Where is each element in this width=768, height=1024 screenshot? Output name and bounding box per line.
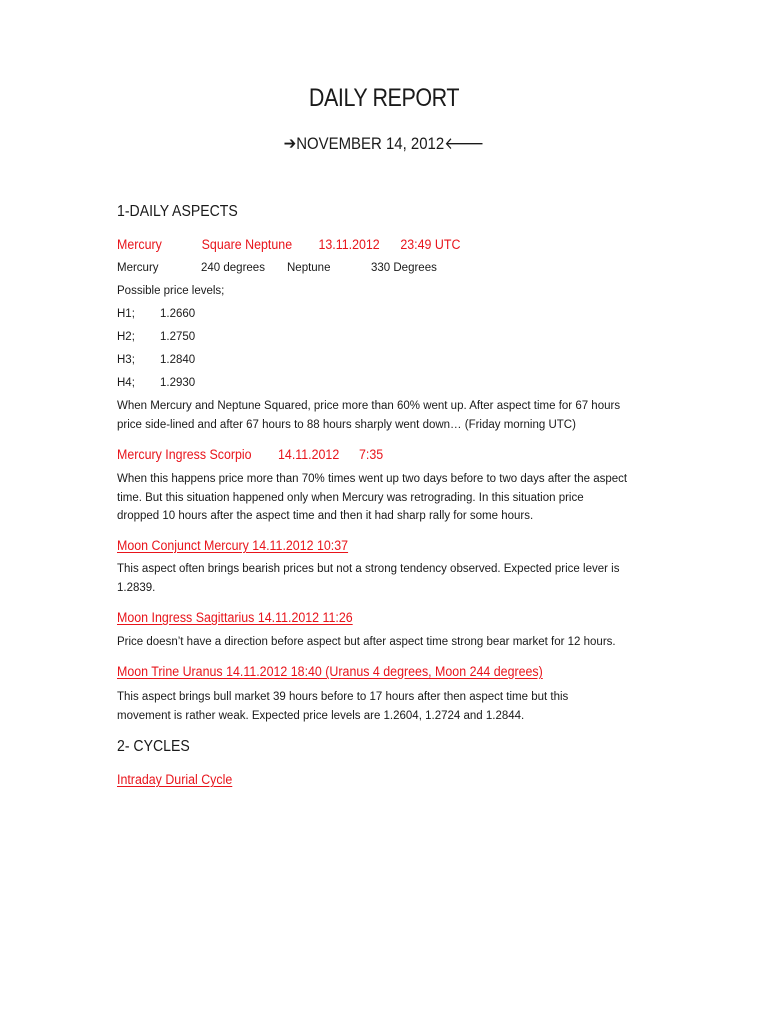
- aspect-title-mercury-square-neptune: [117, 237, 460, 252]
- page-title: DAILY REPORT: [308, 84, 460, 112]
- price-level-key: H3;: [117, 354, 135, 366]
- price-level-value: 1.2750: [160, 331, 196, 343]
- report-date-text: NOVEMBER 14, 2012: [296, 134, 445, 153]
- price-level-value: 1.2660: [160, 308, 196, 320]
- aspect-description: [117, 560, 657, 597]
- aspect-date: 14.11.2012: [278, 447, 340, 462]
- paragraph-line: This aspect often brings bearish prices but not a strong tendency observed. Expected price lever is: [117, 563, 620, 575]
- paragraph-line: When this happens price more than 70% times went up two days before to two days after the aspect: [117, 473, 628, 485]
- price-level-key: H1;: [117, 308, 135, 320]
- paragraph-line: dropped 10 hours after the aspect time and then it had sharp rally for some hours.: [117, 510, 534, 522]
- section-heading-aspects: 1-DAILY ASPECTS: [117, 203, 238, 220]
- price-level-value: 1.2840: [160, 354, 196, 366]
- paragraph-line: Price doesn’t have a direction before aspect but after aspect time strong bear market for 12 hours.: [117, 636, 616, 648]
- paragraph-line: time. But this situation happened only when Mercury was retrograding. In this situation price: [117, 491, 584, 504]
- aspect-type: Square Neptune: [201, 237, 293, 252]
- position-degree-1: 240 degrees: [201, 262, 265, 274]
- position-planet-2: Neptune: [287, 262, 331, 274]
- arrow-right-icon: ➔: [283, 134, 297, 153]
- aspect-title-moon-trine-uranus: Moon Trine Uranus 14.11.2012 18:40 (Uranus 4 degrees, Moon 244 degrees): [117, 664, 543, 679]
- report-date: [46, 134, 722, 154]
- aspect-date: 13.11.2012: [318, 237, 380, 252]
- aspect-description: [117, 470, 657, 526]
- aspect-description: [117, 397, 657, 434]
- aspect-title-moon-conjunct-mercury: Moon Conjunct Mercury 14.11.2012 10:37: [117, 538, 349, 553]
- price-level-value: 1.2930: [160, 377, 196, 389]
- price-level-key: H4;: [117, 377, 135, 389]
- planet-positions: [117, 262, 437, 274]
- aspect-time: 7:35: [358, 447, 384, 462]
- paragraph-line: This aspect brings bull market 39 hours before to 17 hours after then aspect time but this: [117, 691, 569, 703]
- cycle-link[interactable]: Intraday Durial Cycle: [117, 772, 233, 787]
- paragraph-line: When Mercury and Neptune Squared, price more than 60% went up. After aspect time for 67 hours: [117, 400, 621, 412]
- price-level-row: [117, 377, 195, 389]
- price-level-row: [117, 308, 195, 320]
- price-level-key: H2;: [117, 331, 135, 343]
- position-degree-2: 330 Degrees: [371, 262, 437, 274]
- aspect-title-moon-ingress-sagittarius: Moon Ingress Sagittarius 14.11.2012 11:26: [117, 610, 353, 625]
- position-planet-1: Mercury: [117, 262, 159, 274]
- aspect-title-mercury-ingress-scorpio: [117, 447, 383, 462]
- paragraph-line: movement is rather weak. Expected price levels are 1.2604, 1.2724 and 1.2844.: [117, 709, 525, 722]
- price-level-row: [117, 331, 195, 343]
- price-levels-label: Possible price levels;: [117, 285, 225, 297]
- aspect-time: 23:49 UTC: [400, 237, 461, 252]
- arrow-left-icon: 🡐: [444, 134, 485, 153]
- aspect-name: Mercury Ingress Scorpio: [117, 447, 252, 462]
- aspect-description: [117, 633, 657, 652]
- paragraph-line: price side-lined and after 67 hours to 88 hours sharply went down… (Friday morning UTC): [117, 418, 576, 431]
- section-heading-cycles: 2- CYCLES: [117, 738, 190, 755]
- aspect-description: [117, 688, 657, 725]
- aspect-planet: Mercury: [117, 237, 162, 252]
- price-level-row: [117, 354, 195, 366]
- paragraph-line: 1.2839.: [117, 581, 156, 594]
